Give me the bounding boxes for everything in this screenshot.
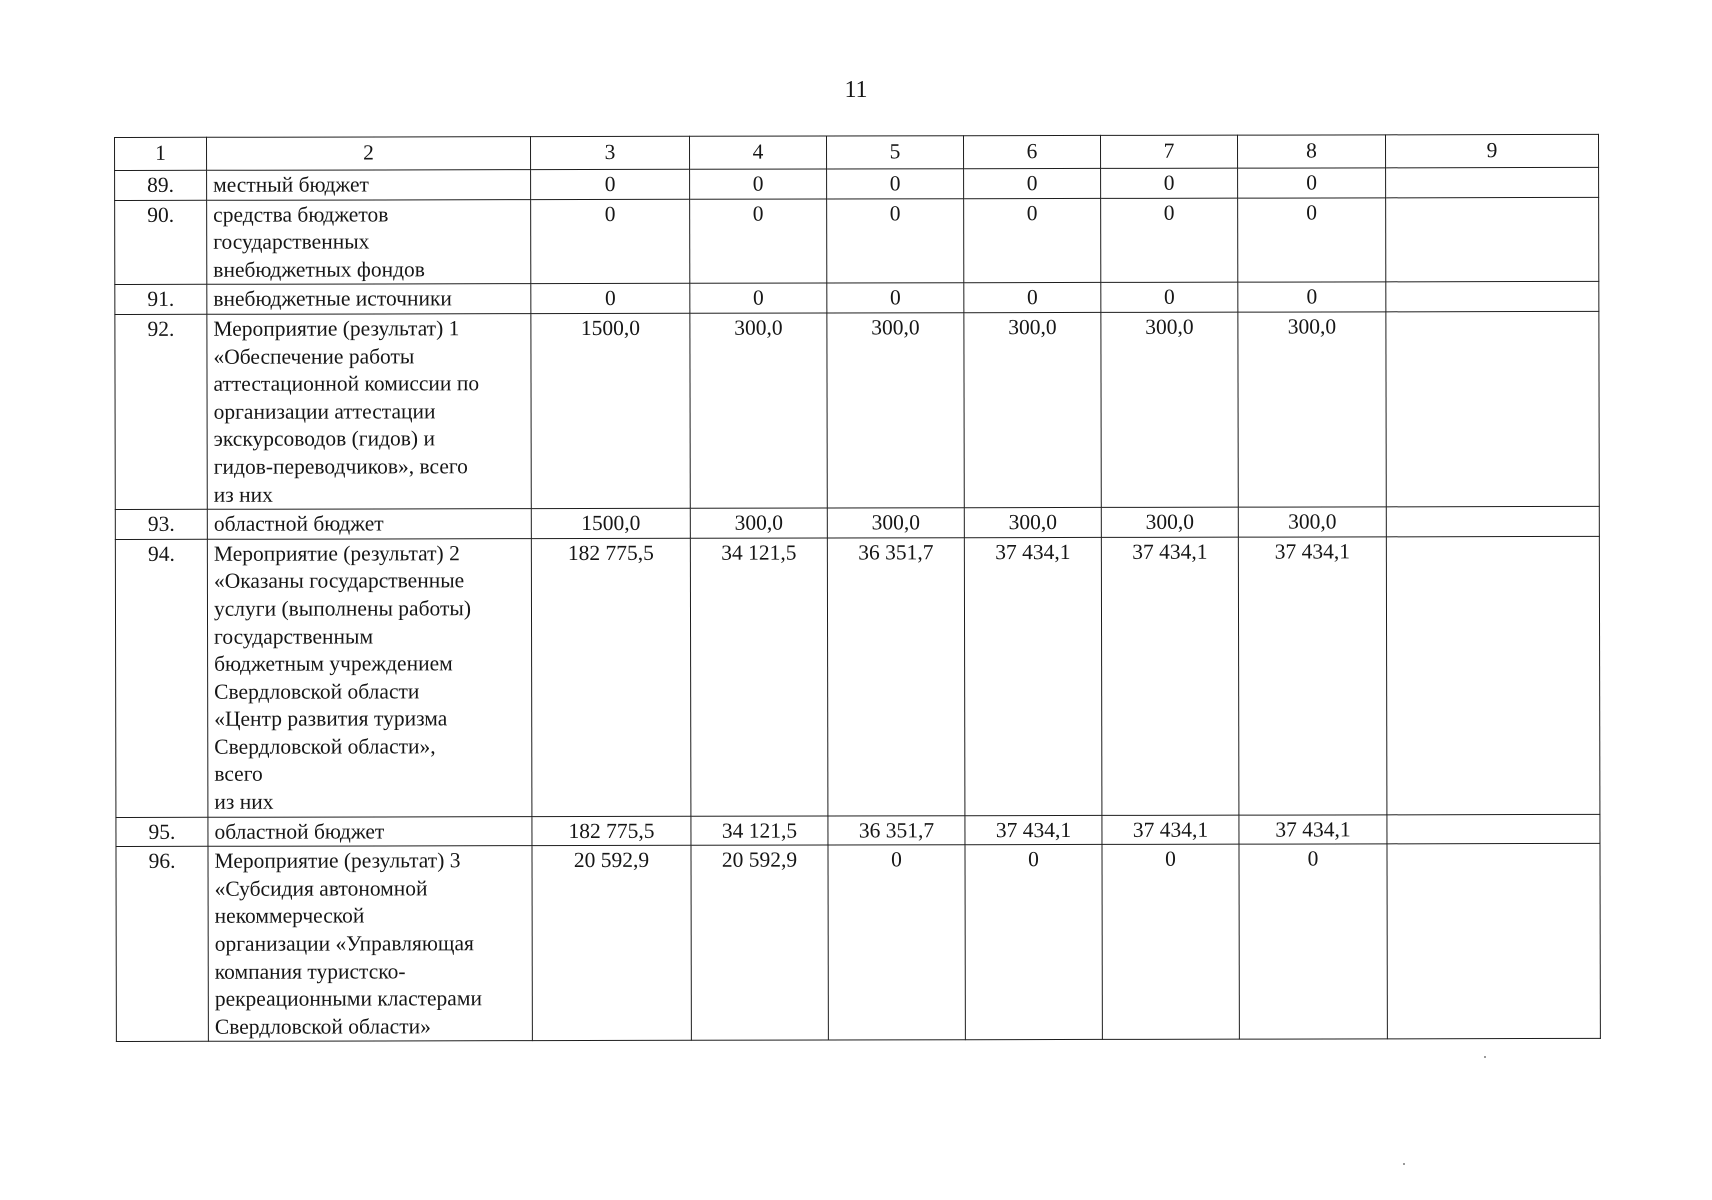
scan-speck: [1484, 1056, 1486, 1058]
row-description: [207, 199, 531, 284]
value-cell-col4: 34 121,5: [690, 538, 828, 816]
description-line: областной бюджет: [214, 819, 385, 844]
value-cell-col6: 0: [964, 283, 1101, 313]
value-cell-col7: 0: [1101, 198, 1238, 283]
value-cell-col7: 0: [1102, 844, 1239, 1039]
table-row: [115, 536, 1600, 817]
description-line: «Центр развития туризма: [214, 706, 448, 732]
value-cell-col6: 300,0: [964, 312, 1101, 507]
value-cell-col9: [1387, 844, 1600, 1040]
description-line: Мероприятие (результат) 1: [213, 316, 460, 341]
description-line: всего: [214, 762, 263, 787]
row-description: [208, 816, 532, 846]
description-line: некоммерческой: [214, 903, 365, 929]
value-cell-col5: 0: [827, 283, 964, 313]
description-line: областной бюджет: [213, 511, 384, 536]
table-row: [115, 507, 1599, 540]
row-number: 89.: [115, 170, 207, 200]
row-number: 95.: [116, 817, 208, 847]
value-cell-col7: 300,0: [1101, 312, 1238, 507]
value-cell-col3: 182 775,5: [532, 816, 691, 846]
description-line: организации аттестации: [213, 399, 436, 424]
value-cell-col6: 37 434,1: [965, 815, 1102, 845]
value-cell-col9: [1386, 167, 1599, 197]
description-line: организации «Управляющая: [214, 931, 474, 956]
page-number: 11: [844, 77, 868, 103]
value-cell-col8: 37 434,1: [1238, 537, 1387, 815]
value-cell-col5: 36 351,7: [828, 815, 965, 845]
row-description: [207, 538, 532, 817]
table-row: [115, 167, 1599, 200]
row-description: [207, 509, 531, 539]
table-row: [116, 844, 1600, 1042]
description-line: Мероприятие (результат) 2: [213, 540, 460, 566]
row-number: 91.: [115, 285, 207, 315]
value-cell-col9: [1386, 282, 1599, 312]
value-cell-col8: 300,0: [1238, 312, 1386, 507]
value-cell-col4: 300,0: [690, 313, 827, 508]
value-cell-col7: 37 434,1: [1102, 815, 1239, 845]
header-cell-col9: 9: [1385, 134, 1598, 167]
value-cell-col9: [1386, 311, 1599, 507]
description-line: услуги (выполнены работы): [213, 596, 472, 621]
header-cell-col2: 2: [207, 137, 531, 171]
row-description: [207, 314, 531, 510]
value-cell-col6: 0: [964, 198, 1101, 283]
row-description: [208, 846, 532, 1042]
value-cell-col4: 0: [690, 199, 827, 284]
value-cell-col7: 37 434,1: [1101, 537, 1239, 815]
value-cell-col9: [1386, 507, 1599, 537]
value-cell-col3: 1500,0: [531, 508, 690, 538]
description-line: «Оказаны государственные: [213, 568, 465, 594]
row-number: 92.: [115, 314, 207, 509]
table-row: [115, 197, 1599, 285]
description-line: «Обеспечение работы: [213, 343, 415, 369]
row-number: 93.: [115, 509, 207, 539]
value-cell-col6: 37 434,1: [964, 537, 1102, 815]
value-cell-col4: 20 592,9: [691, 845, 828, 1040]
header-cell-col1: 1: [115, 137, 207, 170]
value-cell-col4: 300,0: [690, 508, 827, 538]
row-number: 96.: [116, 847, 208, 1042]
description-line: «Субсидия автономной: [214, 876, 428, 901]
description-line: внебюджетные источники: [213, 286, 452, 312]
value-cell-col6: 0: [964, 168, 1101, 198]
value-cell-col7: 0: [1101, 168, 1238, 198]
header-cell-col8: 8: [1237, 135, 1385, 168]
header-cell-col3: 3: [531, 136, 690, 169]
scan-speck: [1403, 1163, 1405, 1165]
value-cell-col3: 20 592,9: [532, 846, 691, 1041]
value-cell-col5: 300,0: [827, 508, 964, 538]
value-cell-col9: [1386, 536, 1600, 814]
value-cell-col3: 0: [531, 284, 690, 314]
value-cell-col6: 0: [965, 845, 1102, 1040]
value-cell-col4: 0: [690, 283, 827, 313]
header-cell-col5: 5: [826, 136, 963, 169]
description-line: средства бюджетов: [213, 202, 389, 227]
value-cell-col8: 0: [1238, 282, 1386, 312]
value-cell-col5: 0: [827, 198, 964, 283]
value-cell-col7: 300,0: [1101, 507, 1238, 537]
description-line: Свердловской области: [214, 679, 420, 704]
value-cell-col9: [1387, 814, 1600, 844]
value-cell-col5: 300,0: [827, 313, 964, 508]
description-line: государственных: [213, 229, 370, 254]
value-cell-col4: 0: [690, 169, 827, 199]
description-line: Мероприятие (результат) 3: [214, 848, 461, 874]
row-description: [207, 284, 531, 314]
budget-table: [114, 134, 1601, 1043]
description-line: Свердловской области»,: [214, 734, 436, 759]
description-line: государственным: [214, 623, 374, 649]
value-cell-col5: 36 351,7: [827, 537, 965, 815]
description-line: экскурсоводов (гидов) и: [213, 426, 436, 452]
value-cell-col6: 300,0: [964, 508, 1101, 538]
value-cell-col7: 0: [1101, 283, 1238, 313]
table-row: [115, 311, 1599, 509]
description-line: компания туристско-: [214, 959, 406, 984]
header-cell-col4: 4: [689, 136, 826, 169]
description-line: из них: [214, 789, 274, 814]
table-body: [115, 134, 1601, 1042]
table-row: [116, 814, 1600, 847]
value-cell-col5: 0: [827, 169, 964, 199]
table-row: [115, 282, 1599, 315]
description-line: внебюджетных фондов: [213, 257, 425, 282]
row-number: 94.: [115, 539, 208, 817]
header-cell-col7: 7: [1100, 135, 1237, 168]
description-line: аттестационной комиссии по: [213, 371, 480, 396]
description-line: из них: [213, 482, 273, 507]
row-description: [207, 170, 531, 200]
value-cell-col8: 0: [1238, 168, 1386, 198]
description-line: Свердловской области»: [214, 1014, 431, 1039]
value-cell-col3: 1500,0: [531, 313, 690, 508]
value-cell-col3: 0: [531, 199, 690, 284]
row-number: 90.: [115, 200, 207, 285]
description-line: местный бюджет: [213, 172, 369, 197]
description-line: рекреационными кластерами: [214, 986, 482, 1012]
value-cell-col8: 0: [1239, 844, 1387, 1039]
value-cell-col3: 0: [531, 169, 690, 199]
header-cell-col6: 6: [963, 135, 1100, 168]
value-cell-col4: 34 121,5: [691, 816, 828, 846]
value-cell-col8: 37 434,1: [1239, 814, 1387, 844]
value-cell-col3: 182 775,5: [531, 538, 691, 816]
description-line: гидов-переводчиков», всего: [213, 454, 468, 479]
value-cell-col8: 0: [1238, 197, 1386, 282]
value-cell-col9: [1386, 197, 1599, 282]
description-line: бюджетным учреждением: [214, 651, 453, 676]
value-cell-col5: 0: [828, 845, 965, 1040]
value-cell-col8: 300,0: [1238, 507, 1386, 537]
header-row: [115, 134, 1599, 170]
